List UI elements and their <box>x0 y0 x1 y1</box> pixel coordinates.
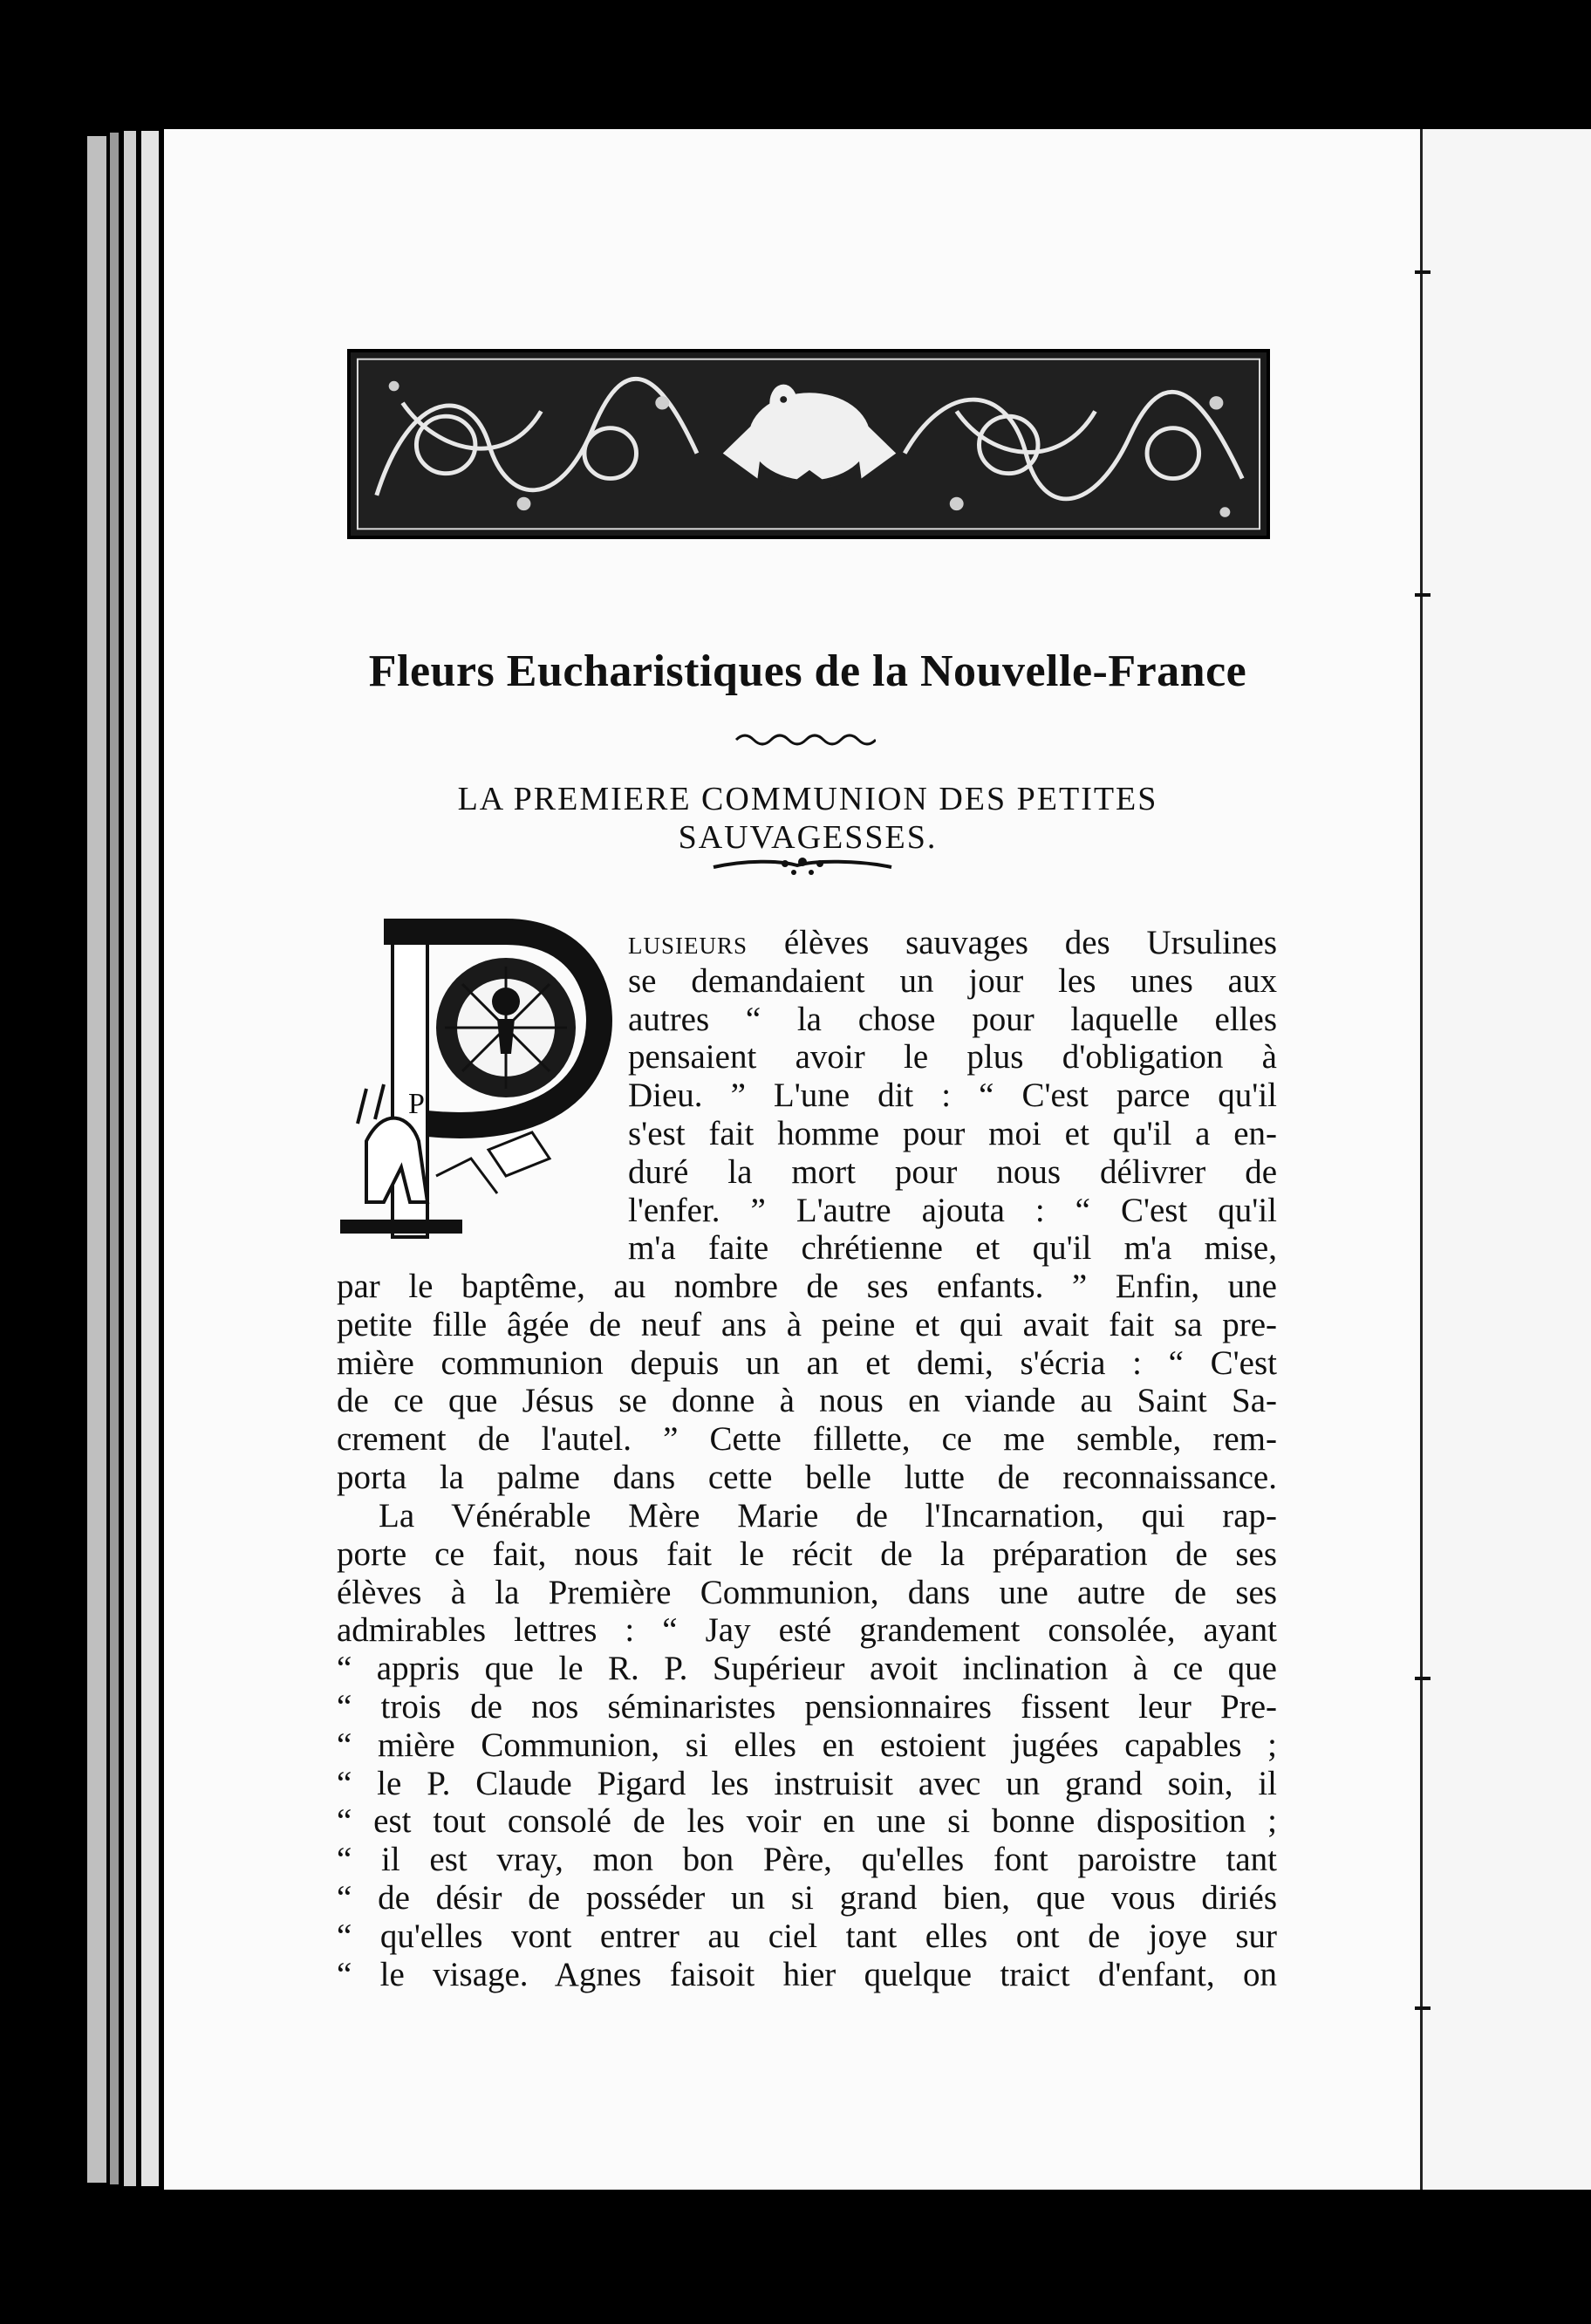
text-line: “ appris que le R. P. Supérieur avoit inclination à ce que <box>337 1650 1277 1688</box>
text-line-part: élèves sauvages des Ursulines <box>783 924 1278 961</box>
text-line: admirables lettres : “ Jay esté grandement consolée, ayant <box>337 1611 1277 1650</box>
dropcap-letter: P <box>408 1088 425 1120</box>
illuminated-dropcap <box>331 914 616 1254</box>
vignette-ornament-icon <box>710 851 895 879</box>
text-line: mière communion depuis un an et demi, s'écria : “ C'est <box>337 1343 1277 1382</box>
paragraph-1-indented <box>628 924 1277 1268</box>
page-stack-edge <box>124 131 136 2186</box>
page-stack-edge <box>87 136 106 2183</box>
ornamental-header-band <box>347 349 1270 539</box>
text-line: Dieu. ” L'une dit : “ C'est parce qu'il <box>628 1077 1277 1115</box>
text-line: m'a faite chrétienne et qu'il m'a mise, <box>628 1229 1277 1268</box>
text-line: “ de désir de posséder un si grand bien, que vous diriés <box>337 1878 1277 1917</box>
text-line: crement de l'autel. ” Cette fillette, ce me semble, rem- <box>337 1420 1277 1459</box>
binding-stitch <box>1415 1677 1431 1680</box>
lead-word: lusieurs <box>628 924 748 961</box>
page-stack-edge <box>110 133 119 2184</box>
wavy-rule-icon <box>734 729 876 750</box>
text-line: “ le P. Claude Pigard les instruisit avec un grand soin, il <box>337 1764 1277 1802</box>
text-line: par le baptême, au nombre de ses enfants. ” Enfin, une <box>337 1268 1277 1305</box>
text-line: “ qu'elles vont entrer au ciel tant elles ont de joye sur <box>337 1917 1277 1955</box>
paragraph-2 <box>337 1497 1277 1993</box>
text-line: se demandaient un jour les unes aux <box>628 961 1277 1000</box>
text-line: élèves à la Première Communion, dans une autre de ses <box>337 1573 1277 1611</box>
text-line: porta la palme dans cette belle lutte de reconnaissance. <box>337 1458 1277 1496</box>
text-line: “ il est vray, mon bon Père, qu'elles font paroistre tant <box>337 1841 1277 1879</box>
text-line: “ le visage. Agnes faisoit hier quelque traict d'enfant, on <box>337 1955 1277 1993</box>
pelican-ornament-icon <box>351 352 1267 536</box>
text-line <box>628 924 1277 962</box>
facing-page-edge <box>1420 129 1591 2190</box>
text-line: petite fille âgée de neuf ans à peine et qui avait fait sa pre- <box>337 1305 1277 1343</box>
binding-stitch <box>1415 2006 1431 2010</box>
chapter-subtitle: LA PREMIERE COMMUNION DES PETITES SAUVAGESSES. <box>457 781 1158 856</box>
dropcap-p-icon <box>331 914 616 1254</box>
text-line: l'enfer. ” L'autre ajouta : “ C'est qu'il <box>628 1191 1277 1229</box>
text-line: “ trois de nos séminaristes pensionnaires fissent leur Pre- <box>337 1687 1277 1726</box>
text-line: s'est fait homme pour moi et qu'il a en- <box>628 1114 1277 1152</box>
binding-stitch <box>1415 270 1431 274</box>
text-line: pensaient avoir le plus d'obligation à <box>628 1038 1277 1077</box>
binding-stitch <box>1415 593 1431 597</box>
text-line: autres “ la chose pour laquelle elles <box>628 1000 1277 1038</box>
text-line: La Vénérable Mère Marie de l'Incarnation, qui rap- <box>379 1497 1277 1535</box>
text-line: de ce que Jésus se donne à nous en viande au Saint Sa- <box>337 1382 1277 1420</box>
page-stack-edge <box>141 131 159 2186</box>
paragraph-1-continued <box>337 1268 1277 1497</box>
page-title: Fleurs Eucharistiques de la Nouvelle-France <box>368 646 1247 696</box>
text-line: porte ce fait, nous fait le récit de la préparation de ses <box>337 1535 1277 1573</box>
text-line: duré la mort pour nous délivrer de <box>628 1152 1277 1191</box>
text-line: “ est tout consolé de les voir en une si bonne disposition ; <box>337 1802 1277 1841</box>
text-line: “ mière Communion, si elles en estoient jugées capables ; <box>337 1726 1277 1764</box>
